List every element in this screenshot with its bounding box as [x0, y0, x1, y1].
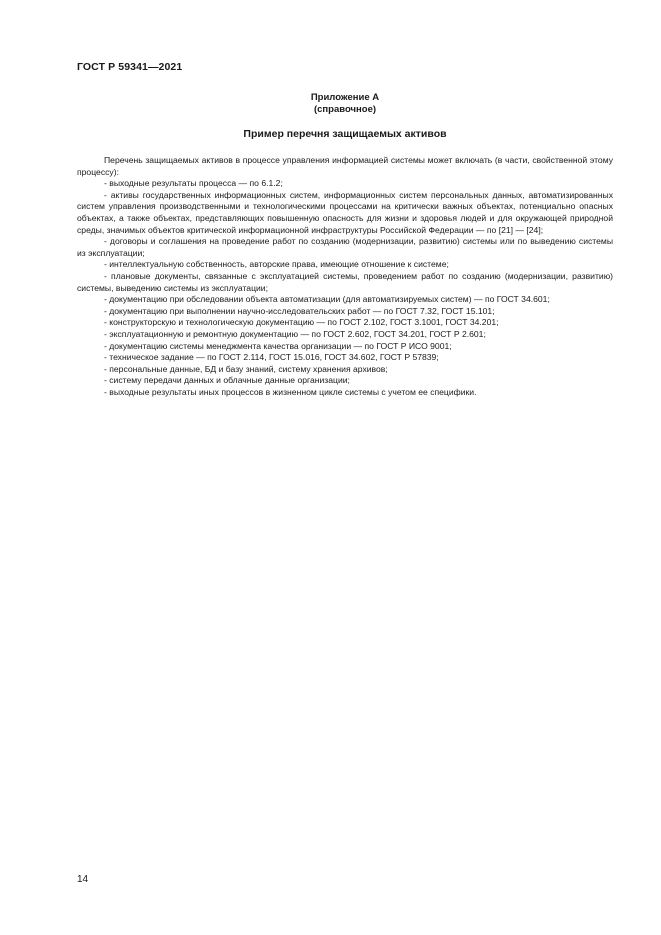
- list-item: - персональные данные, БД и базу знаний, систему хранения архивов;: [104, 363, 388, 374]
- list-item: - документацию при выполнении научно-исследовательских работ — по ГОСТ 7.32, ГОСТ 15.101;: [104, 305, 495, 316]
- page-number: 14: [77, 874, 89, 885]
- annex-title: Приложение А: [310, 92, 380, 103]
- list-item: - активы государственных информационных систем, информационных систем персональных данных, автоматизированных систем управления производственными и технологическими процессами на критически важных объектах, потенциально опасных объектах, а также объектах, представляющих повышенную опасность для жизни и здоровья людей и для окружающей природной среды, значимых объектов критической информационной инфраструктуры Российской Федерации — по [21] — [24];: [77, 189, 613, 235]
- document-header: ГОСТ Р 59341—2021: [77, 61, 183, 73]
- list-item: - документацию при обследовании объекта автоматизации (для автоматизируемых систем) — по ГОСТ 34.601;: [104, 294, 550, 305]
- list-item: - интеллектуальную собственность, авторские права, имеющие отношение к системе;: [104, 259, 449, 270]
- list-item: - договоры и соглашения на проведение работ по созданию (модернизации, развитию) системы или по выведению системы из эксплуатации;: [77, 236, 613, 258]
- document-body: [77, 155, 613, 398]
- list-item: - документацию системы менеджмента качества организации — по ГОСТ Р ИСО 9001;: [104, 340, 452, 351]
- list-item: - техническое задание — по ГОСТ 2.114, ГОСТ 15.016, ГОСТ 34.602, ГОСТ Р 57839;: [104, 352, 439, 363]
- list-item: - систему передачи данных и облачные данные организации;: [104, 375, 350, 386]
- list-item: - выходные результаты процесса — по 6.1.2;: [104, 178, 283, 189]
- list-item: - плановые документы, связанные с эксплуатацией системы, проведением работ по созданию (модернизации, развитию) системы, выведению системы из эксплуатации;: [77, 270, 613, 293]
- annex-subtitle: (справочное): [313, 104, 377, 115]
- list-item: - эксплуатационную и ремонтную документацию — по ГОСТ 2.602, ГОСТ 34.201, ГОСТ Р 2.601;: [104, 328, 486, 339]
- intro-paragraph: Перечень защищаемых активов в процессе управления информацией системы может включать (в части, свойственной этому процессу):: [77, 155, 613, 177]
- list-item: - конструкторскую и технологическую документацию — по ГОСТ 2.102, ГОСТ 3.1001, ГОСТ 34.201;: [104, 317, 499, 328]
- section-heading: Пример перечня защищаемых активов: [243, 128, 447, 140]
- list-item: - выходные результаты иных процессов в жизненном цикле системы с учетом ее специфики.: [104, 386, 477, 397]
